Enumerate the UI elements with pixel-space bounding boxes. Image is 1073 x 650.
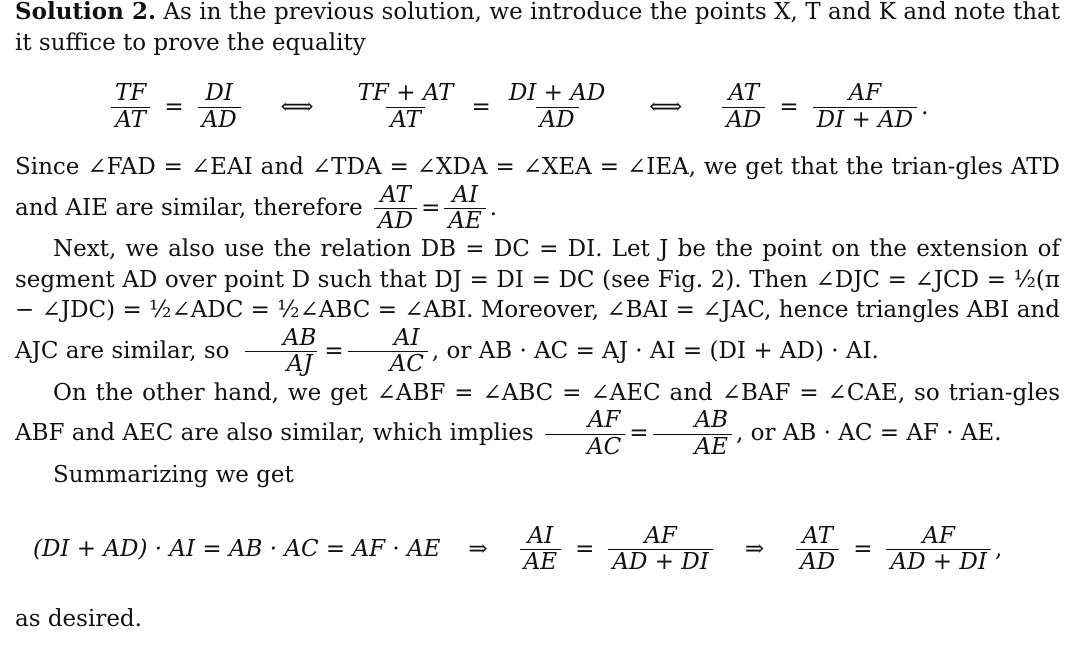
- fraction-di-ad: [198, 81, 241, 133]
- fraction-af-di-plus-ad: [813, 81, 917, 133]
- equals-sign: =: [853, 536, 873, 563]
- denominator: AJ: [245, 351, 317, 377]
- fraction-ai-ae: [520, 524, 561, 576]
- paragraph-text: Next, we also use the relation DB = DC = DI. Let J be the point on the extension of segment AD over point D such that DJ = DI = DC (see Fig. 2). Then ∠DJC = ∠JCD = ½(π − ∠JDC) = ½∠ADC = ½∠ABC = ∠ABI. Moreover, ∠BAI = ∠JAC, hence triangles ABI and AJC are similar, so: [15, 236, 1060, 364]
- iff-arrow: ⟺: [280, 93, 314, 120]
- solution-page: [15, 0, 1060, 635]
- fraction-di-plus-ad: [505, 81, 609, 133]
- paragraph-summary: [15, 460, 1060, 491]
- numerator: AB: [282, 325, 317, 352]
- paragraph-similar-atd-aie: Since ∠FAD = ∠EAI and ∠TDA = ∠XDA = ∠XEA = ∠IEA, we get that the trian-gles ATD and AIE are similar, therefore $\frac{AT}{AD}$ = $\frac{AI}{AE}$ .: [15, 154, 1060, 235]
- fraction-at-ad: [722, 81, 765, 133]
- fraction-af-ac: [545, 408, 625, 460]
- denominator: AC: [545, 434, 625, 460]
- equation-2: [33, 512, 1060, 586]
- paragraph-text: Summarizing we get: [53, 461, 294, 488]
- solution-heading: Solution 2.: [15, 0, 156, 25]
- equals-sign: =: [164, 93, 184, 120]
- numerator: TF + AT: [357, 80, 454, 107]
- paragraph-text: as desired.: [15, 606, 142, 633]
- denominator: AT: [111, 107, 150, 133]
- implies-arrow: ⇒: [468, 536, 488, 563]
- denominator: AD + DI: [608, 549, 712, 575]
- comma: ,: [994, 536, 1003, 563]
- equals-sign: =: [471, 93, 491, 120]
- numerator: AF: [644, 522, 677, 549]
- denominator: AE: [520, 549, 561, 575]
- numerator: AB: [694, 407, 728, 434]
- fraction-af-ad-plus-di: [608, 524, 712, 576]
- intro-text: As in the previous solution, we introduce the points X, T and K and note that it suffice to prove the equality: [15, 0, 1060, 56]
- denominator: AD: [198, 107, 241, 133]
- paragraph-text: On the other hand, we get ∠ABF = ∠ABC = ∠AEC and ∠BAF = ∠CAE, so trian-gles ABF and AEC are also similar, which implies: [15, 379, 1060, 447]
- intro-paragraph: [15, 0, 1060, 58]
- denominator: AD: [722, 107, 765, 133]
- denominator: AT: [386, 107, 425, 133]
- equals-sign: =: [779, 93, 799, 120]
- fraction-tf-at: [111, 81, 150, 133]
- denominator: AE: [653, 434, 732, 460]
- paragraph-text: Since ∠FAD = ∠EAI and ∠TDA = ∠XDA = ∠XEA = ∠IEA, we get that the trian-gles ATD and AIE are similar, therefore: [15, 154, 1060, 221]
- numerator: AF: [922, 522, 955, 549]
- paragraph-text: , or AB · AC = AJ · AI = (DI + AD) · AI.: [431, 337, 879, 364]
- numerator: AT: [802, 522, 833, 549]
- denominator: AC: [348, 351, 428, 377]
- denominator: AE: [444, 208, 485, 234]
- numerator: DI: [205, 80, 233, 107]
- numerator: AT: [380, 181, 411, 208]
- numerator: AT: [728, 80, 760, 107]
- numerator: TF: [115, 80, 147, 107]
- denominator: DI + AD: [813, 107, 917, 133]
- fraction-at-ad: [796, 524, 839, 576]
- fraction-ab-ae: [652, 408, 732, 460]
- numerator: DI + AD: [508, 80, 606, 107]
- denominator: AD: [536, 107, 579, 133]
- fraction-ai-ac: [348, 326, 428, 378]
- paragraph-similar-abf-aec: On the other hand, we get ∠ABF = ∠ABC = ∠AEC and ∠BAF = ∠CAE, so trian-gles ABF and AEC are also similar, which implies $\frac{AF}{AC}$ = $\frac{AB}{AE}$ , or AB · AC = AF · AE.: [15, 379, 1060, 460]
- equation-lhs: (DI + AD) · AI = AB · AC = AF · AE: [33, 536, 441, 563]
- equals-sign: =: [575, 536, 595, 563]
- implies-arrow: ⇒: [744, 536, 765, 563]
- numerator: AI: [452, 181, 478, 208]
- period: .: [921, 93, 929, 120]
- iff-arrow: ⟺: [649, 93, 683, 120]
- fraction-at-ad: [374, 183, 417, 235]
- denominator: AD: [796, 549, 839, 575]
- closing-paragraph: [15, 604, 1060, 635]
- fraction-ab-aj: [241, 326, 321, 378]
- equation-1: [107, 72, 1060, 142]
- paragraph-text: , or AB · AC = AF · AE.: [736, 420, 1002, 447]
- fraction-af-ad-plus-di: [886, 524, 990, 576]
- paragraph-point-j: Next, we also use the relation DB = DC = DI. Let J be the point on the extension of segment AD over point D such that DJ = DI = DC (see Fig. 2). Then ∠DJC = ∠JCD = ½(π − ∠JDC) = ½∠ADC = ½∠ABC = ∠ABI. Moreover, ∠BAI = ∠JAC, hence triangles ABI and AJC are similar, so $\frac{AB}{AJ}$ = $\frac{AI}{AC}$ , or AB · AC = AJ · AI = (DI + AD) · AI.: [15, 236, 1060, 378]
- fraction-ai-ae: [444, 183, 485, 235]
- period: .: [489, 194, 498, 221]
- fraction-tf-plus-at: [354, 81, 458, 133]
- denominator: AD: [374, 208, 417, 234]
- numerator: AI: [527, 522, 554, 549]
- numerator: AI: [393, 325, 420, 352]
- denominator: AD + DI: [886, 549, 990, 575]
- numerator: AF: [587, 407, 621, 434]
- numerator: AF: [848, 80, 882, 107]
